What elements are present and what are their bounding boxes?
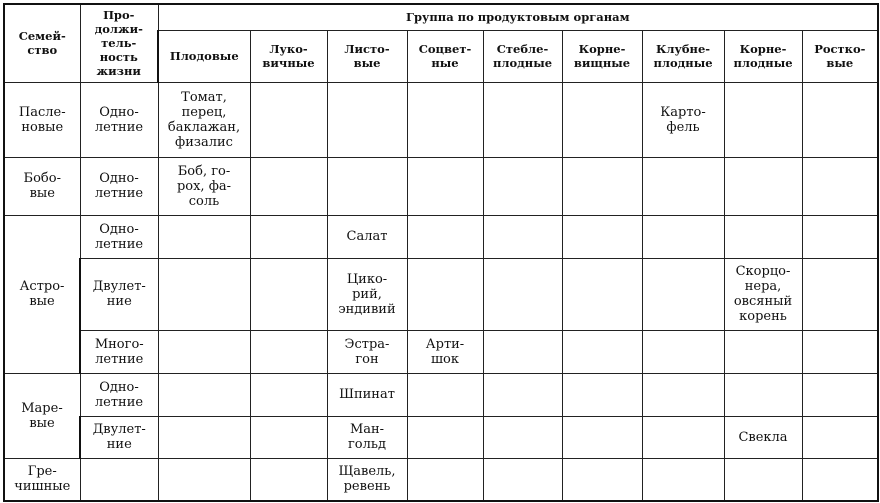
duration-cell: Двулет- ние xyxy=(80,416,158,458)
table-row xyxy=(4,330,878,373)
crop-cell: Ман- гольд xyxy=(327,416,407,458)
crop-cell: Эстра- гон xyxy=(327,330,407,373)
crop-cell: Щавель, ревень xyxy=(327,458,407,501)
duration-cell: Одно- летние xyxy=(80,215,158,258)
header-organ: Плодовые xyxy=(158,30,250,82)
header-organ: Корне- плодные xyxy=(724,30,802,82)
duration-cell: Одно- летние xyxy=(80,373,158,416)
table-row xyxy=(4,157,878,215)
header-duration: Про- должи- тель- ность жизни xyxy=(80,4,158,82)
table-row xyxy=(4,373,878,416)
header-organ: Корне- вищные xyxy=(562,30,642,82)
crop-cell: Салат xyxy=(327,215,407,258)
header-organ: Соцвет- ные xyxy=(407,30,483,82)
header-organ: Луко- вичные xyxy=(250,30,327,82)
crop-cell: Карто- фель xyxy=(642,82,724,157)
header-family: Семей- ство xyxy=(4,4,80,82)
table-row xyxy=(4,82,878,157)
crop-cell: Шпинат xyxy=(327,373,407,416)
table-row xyxy=(4,258,878,330)
table-row xyxy=(4,215,878,258)
table-row xyxy=(4,416,878,458)
crop-cell: Томат, перец, баклажан, физалис xyxy=(158,82,250,157)
header-organ: Клубне- плодные xyxy=(642,30,724,82)
header-organ: Листо- вые xyxy=(327,30,407,82)
header-organ: Стебле- плодные xyxy=(483,30,562,82)
duration-cell: Одно- летние xyxy=(80,157,158,215)
family-cell: Астро- вые xyxy=(4,215,80,373)
crop-cell: Арти- шок xyxy=(407,330,483,373)
vegetable-classification-table xyxy=(3,3,879,502)
crop-cell: Боб, го- рох, фа- соль xyxy=(158,157,250,215)
duration-cell: Много- летние xyxy=(80,330,158,373)
duration-cell: Одно- летние xyxy=(80,82,158,157)
crop-cell: Цико- рий, эндивий xyxy=(327,258,407,330)
family-cell: Пасле- новые xyxy=(4,82,80,157)
family-cell: Маре- вые xyxy=(4,373,80,458)
family-cell: Бобо- вые xyxy=(4,157,80,215)
duration-cell: Двулет- ние xyxy=(80,258,158,330)
header-group: Группа по продуктовым органам xyxy=(158,4,878,30)
family-cell: Гре- чишные xyxy=(4,458,80,501)
crop-cell: Скорцо- нера, овсяный корень xyxy=(724,258,802,330)
header-organ: Ростко- вые xyxy=(802,30,878,82)
crop-cell: Свекла xyxy=(724,416,802,458)
table-row xyxy=(4,458,878,501)
